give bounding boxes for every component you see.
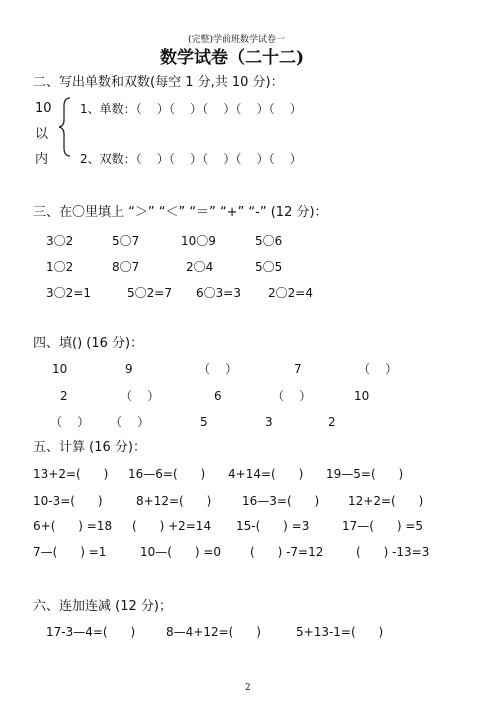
section-6-problem: 8—4+12=( ) — [166, 625, 261, 639]
section-3-item: 2〇4 — [186, 260, 214, 274]
section-5-problem: ( ) -13=3 — [356, 545, 430, 559]
section-5-problem: 15-( ) =3 — [236, 519, 310, 533]
section-3-heading: 三、在〇里填上 “＞” “＜” “＝” “+” “-” (12 分)： — [33, 205, 328, 220]
section-5-problem: 7—( ) =1 — [33, 545, 107, 559]
section-5-problem: 19—5=( ) — [326, 467, 404, 481]
section-5-problem: ( ) +2=14 — [132, 519, 212, 533]
section-4-cell: 9 — [125, 362, 133, 376]
section-3-item: 8〇7 — [112, 260, 140, 274]
section-4-cell: （ ） — [110, 415, 150, 429]
section-4-cell: 6 — [214, 389, 222, 403]
curly-brace-icon — [58, 96, 72, 158]
section-2-side-2: 以 — [35, 127, 49, 142]
section-3-item: 5〇6 — [255, 234, 283, 248]
section-3-item: 5〇2=7 — [127, 286, 172, 300]
section-4-cell: 5 — [200, 415, 208, 429]
section-4-cell: （ ） — [120, 389, 160, 403]
section-2-heading: 二、写出单数和双数(每空 1 分,共 10 分)： — [33, 75, 284, 90]
page-title: 数学试卷（二十二) — [160, 48, 305, 68]
section-3-item: 5〇5 — [255, 260, 283, 274]
section-4-cell: 10 — [354, 389, 370, 403]
page-number: 2 — [245, 683, 251, 693]
section-4-cell: （ ） — [50, 415, 90, 429]
section-4-cell: （ ） — [358, 362, 398, 376]
section-4-cell: 7 — [294, 362, 302, 376]
section-5-problem: 10—( ) =0 — [140, 545, 222, 559]
section-5-problem: 16—3=( ) — [242, 494, 320, 508]
section-5-heading: 五、计算 (16 分)： — [33, 440, 146, 455]
section-2-line-odd: 1、单数：（ ）（ ）（ ）（ ）（ ） — [80, 102, 302, 116]
section-5-problem: 10-3=( ) — [33, 494, 103, 508]
page-header: (完整)学前班数学试卷一 — [188, 35, 286, 45]
section-3-item: 10〇9 — [181, 234, 216, 248]
section-5-problem: ( ) -7=12 — [250, 545, 324, 559]
section-3-item: 5〇7 — [112, 234, 140, 248]
section-4-cell: （ ） — [272, 389, 312, 403]
section-5-problem: 8+12=( ) — [136, 494, 212, 508]
section-4-cell: 2 — [328, 415, 336, 429]
section-3-item: 3〇2=1 — [46, 286, 91, 300]
section-4-cell: （ ） — [198, 362, 238, 376]
section-5-problem: 4+14=( ) — [228, 467, 304, 481]
section-6-problem: 5+13-1=( ) — [296, 625, 384, 639]
section-3-item: 6〇3=3 — [196, 286, 241, 300]
section-6-problem: 17-3—4=( ) — [46, 625, 136, 639]
section-4-heading: 四、填() (16 分)： — [33, 336, 144, 351]
section-4-cell: 10 — [52, 362, 68, 376]
section-3-item: 2〇2=4 — [268, 286, 313, 300]
section-5-problem: 17—( ) =5 — [342, 519, 424, 533]
section-2-side-3: 内 — [35, 152, 49, 167]
section-6-heading: 六、连加连减 (12 分)； — [33, 599, 172, 614]
section-4-cell: 2 — [60, 389, 68, 403]
section-5-problem: 13+2=( ) — [33, 467, 109, 481]
section-3-item: 3〇2 — [46, 234, 74, 248]
section-5-problem: 16—6=( ) — [128, 467, 206, 481]
section-5-problem: 6+( ) =18 — [33, 519, 113, 533]
section-4-cell: 3 — [265, 415, 273, 429]
section-2-side-1: 10 — [35, 101, 52, 116]
section-5-problem: 12+2=( ) — [348, 494, 424, 508]
section-3-item: 1〇2 — [46, 260, 74, 274]
section-2-line-even: 2、双数：（ ）（ ）（ ）（ ）（ ） — [80, 152, 302, 166]
